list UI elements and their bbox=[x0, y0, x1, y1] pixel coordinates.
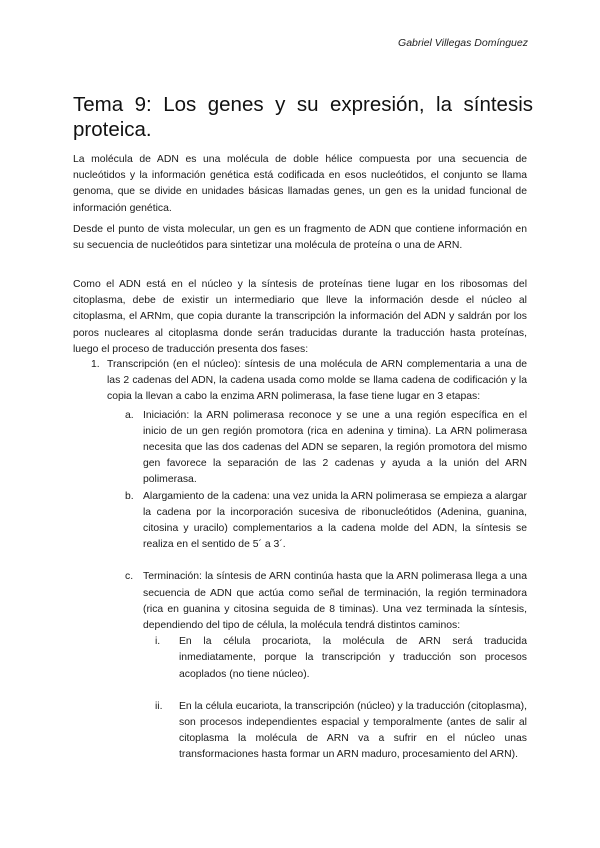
author-header: Gabriel Villegas Domínguez bbox=[398, 37, 528, 49]
list-item-procariota bbox=[143, 634, 527, 683]
list-item-text: Terminación: la síntesis de ARN continúa hasta que la ARN polimerasa llega a una secuencia de ADN que actúa como señal de terminación, la región terminadora (rica en guanina y citosina seguida de 8 timinas). Una vez terminada la síntesis, dependiendo del tipo de célula, la molécula tendrá distintos caminos: bbox=[143, 571, 527, 632]
list-item-text: Transcripción (en el núcleo): síntesis de una molécula de ARN complementaria a una de las 2 cadenas del ADN, la cadena usada como molde se llama cadena de codificación y la copia la llevan a cabo la enzima ARN polimerasa, la fase tiene lugar en 3 etapas: bbox=[107, 359, 527, 403]
list-item-terminacion bbox=[107, 569, 527, 763]
list-marker: ii. bbox=[155, 700, 163, 712]
list-marker: a. bbox=[125, 409, 134, 421]
paths-list bbox=[143, 634, 527, 763]
list-marker: b. bbox=[125, 490, 134, 502]
list-item-text: En la célula procariota, la molécula de ARN será traducida inmediatamente, porque la transcripción y traducción son procesos acoplados (no tiene núcleo). bbox=[179, 636, 527, 680]
list-item-iniciacion bbox=[107, 408, 527, 489]
phases-list bbox=[73, 357, 527, 764]
list-item-transcripcion bbox=[73, 357, 527, 764]
list-item-text: Iniciación: la ARN polimerasa reconoce y se une a una región específica en el inicio de un gen región promotora (rica en adenina y timina). La ARN polimerasa necesita que las dos cadenas del ADN se separen, la región promotora del mismo gen favorece la separación de las 2 cadenas y ayuda a la unión del ARN polimerasa. bbox=[143, 409, 527, 486]
stages-list bbox=[107, 408, 527, 764]
list-marker: 1. bbox=[91, 359, 100, 370]
paragraph-arnm: Como el ADN está en el núcleo y la síntesis de proteínas tiene lugar en los ribosomas del citoplasma, debe de existir un intermediario que lleve la información desde el núcleo al citoplasma, el ARNm, que copia durante la transcripción la información del ADN y saldrán por los poros nucleares al citoplasma donde serán traducidas durante la traducción hasta proteínas, luego el proceso de traducción presenta dos fases: bbox=[73, 279, 527, 355]
paragraph-gene-definition: Desde el punto de vista molecular, un gen es un fragmento de ADN que contiene información en su secuencia de nucleótidos para sintetizar una molécula de proteína o una de ARN. bbox=[73, 224, 527, 252]
list-item-text: Alargamiento de la cadena: una vez unida la ARN polimerasa se empieza a alargar la cadena por la incorporación sucesiva de ribonucleótidos (Adenina, guanina, citosina y uracilo) complementarios a la cadena molde del ADN, la síntesis se realiza en el sentido de 5´ a 3´. bbox=[143, 490, 527, 551]
list-item-text: En la célula eucariota, la transcripción (núcleo) y la traducción (citoplasma), son procesos independientes espacial y temporalmente (antes de salir al citoplasma la molécula de ARN va a sufrir en el núcleo unas transformaciones hasta formar un ARN maduro, procesamiento del ARN). bbox=[179, 700, 527, 761]
list-marker: i. bbox=[155, 636, 161, 648]
page-title: Tema 9: Los genes y su expresión, la síntesis proteica. bbox=[73, 93, 533, 141]
list-item-eucariota bbox=[143, 699, 527, 764]
paragraph-intro: La molécula de ADN es una molécula de doble hélice compuesta por una secuencia de nucleótidos y la información genética está codificada en esos nucleótidos, el conjunto se llama genoma, que se divide en unidades básicas llamadas genes, un gen es la unidad funcional de información genética. bbox=[73, 154, 527, 214]
list-marker: c. bbox=[125, 571, 134, 583]
list-item-alargamiento bbox=[107, 489, 527, 554]
